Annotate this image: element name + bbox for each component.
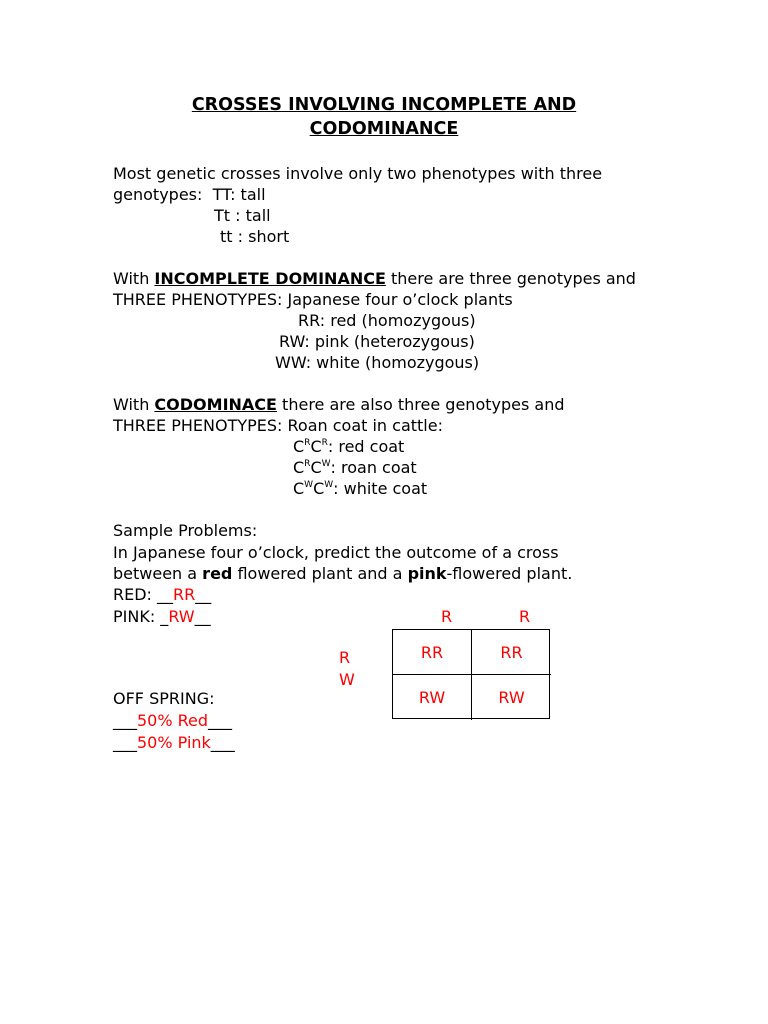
- allele-superscript: W: [324, 480, 334, 490]
- punnett-cell: RR: [472, 630, 551, 675]
- punnett-col-header-1: R: [441, 607, 453, 626]
- sample-heading: Sample Problems:: [113, 521, 258, 540]
- allele-letter: C: [293, 458, 305, 477]
- punnett-cell: RW: [498, 688, 525, 707]
- codominance-line-1: [113, 394, 565, 415]
- punnett-cell: RR: [393, 630, 472, 675]
- incomplete-pre: With: [113, 269, 155, 288]
- allele-superscript: R: [304, 438, 311, 448]
- phenotype-text: : red coat: [327, 437, 405, 456]
- incomplete-post: there are three genotypes and: [385, 269, 636, 288]
- punnett-square: [392, 629, 550, 719]
- incomplete-genotype-ww: WW: white (homozygous): [275, 353, 480, 372]
- punnett-col-header-2: R: [519, 607, 531, 626]
- codominance-term: CODOMINACE: [154, 395, 277, 414]
- allele-superscript: R: [304, 459, 311, 469]
- codominance-genotype-red: [293, 436, 404, 457]
- blank-underscore: ___: [210, 733, 235, 752]
- codominance-pre: With: [113, 395, 155, 414]
- question-text: flowered plant and a: [232, 564, 408, 583]
- allele-superscript: R: [321, 438, 328, 448]
- intro-line-1: Most genetic crosses involve only two phenotypes with three: [113, 164, 603, 183]
- pink-parent-answer: RW: [168, 607, 195, 626]
- pink-parent-line: [113, 606, 211, 627]
- offspring-line-2: [113, 732, 235, 753]
- red-parent-line: [113, 584, 211, 605]
- intro-line-4: tt : short: [220, 227, 290, 246]
- blank-underscore: ___: [208, 711, 233, 730]
- sample-question-line-1: In Japanese four o’clock, predict the outcome of a cross: [113, 543, 559, 562]
- punnett-row-header-1: R: [339, 648, 351, 667]
- red-parent-label: RED: __: [113, 585, 174, 604]
- offspring-label: OFF SPRING:: [113, 689, 215, 708]
- codominance-line-2: THREE PHENOTYPES: Roan coat in cattle:: [113, 416, 443, 435]
- pink-parent-label: PINK: _: [113, 607, 169, 626]
- blank-underscore: ___: [113, 711, 137, 730]
- question-text: -flowered plant.: [446, 564, 573, 583]
- allele-letter: C: [293, 437, 305, 456]
- allele-letter: C: [293, 479, 305, 498]
- codominance-genotype-roan: [293, 457, 417, 478]
- codominance-post: there are also three genotypes and: [276, 395, 565, 414]
- allele-letter: C: [310, 458, 322, 477]
- question-bold-red: red: [202, 564, 233, 583]
- incomplete-term: INCOMPLETE DOMINANCE: [154, 269, 386, 288]
- blank-underscore: __: [195, 585, 212, 604]
- allele-superscript: W: [321, 459, 331, 469]
- incomplete-line-2: THREE PHENOTYPES: Japanese four o’clock plants: [113, 290, 513, 309]
- allele-letter: C: [310, 437, 322, 456]
- allele-superscript: W: [304, 480, 314, 490]
- incomplete-line-1: [113, 268, 636, 289]
- phenotype-text: : white coat: [333, 479, 428, 498]
- offspring-answer-red: 50% Red: [137, 711, 209, 730]
- title-line-2: CODOMINANCE: [309, 119, 459, 139]
- sample-question-line-2: [113, 563, 572, 584]
- red-parent-answer: RR: [173, 585, 196, 604]
- allele-letter: C: [313, 479, 325, 498]
- intro-line-3: Tt : tall: [214, 206, 271, 225]
- phenotype-text: : roan coat: [330, 458, 417, 477]
- codominance-genotype-white: [293, 478, 427, 499]
- question-bold-pink: pink: [407, 564, 447, 583]
- blank-underscore: ___: [113, 733, 137, 752]
- incomplete-genotype-rw: RW: pink (heterozygous): [279, 332, 475, 351]
- incomplete-genotype-rr: RR: red (homozygous): [298, 311, 476, 330]
- punnett-row-header-2: W: [339, 670, 355, 689]
- offspring-line-1: [113, 710, 232, 731]
- offspring-answer-pink: 50% Pink: [137, 733, 211, 752]
- title-line-1: CROSSES INVOLVING INCOMPLETE AND: [191, 95, 577, 115]
- question-text: between a: [113, 564, 203, 583]
- intro-line-2: genotypes: TT: tall: [113, 185, 266, 204]
- punnett-cell: RW: [393, 675, 472, 720]
- blank-underscore: __: [194, 607, 211, 626]
